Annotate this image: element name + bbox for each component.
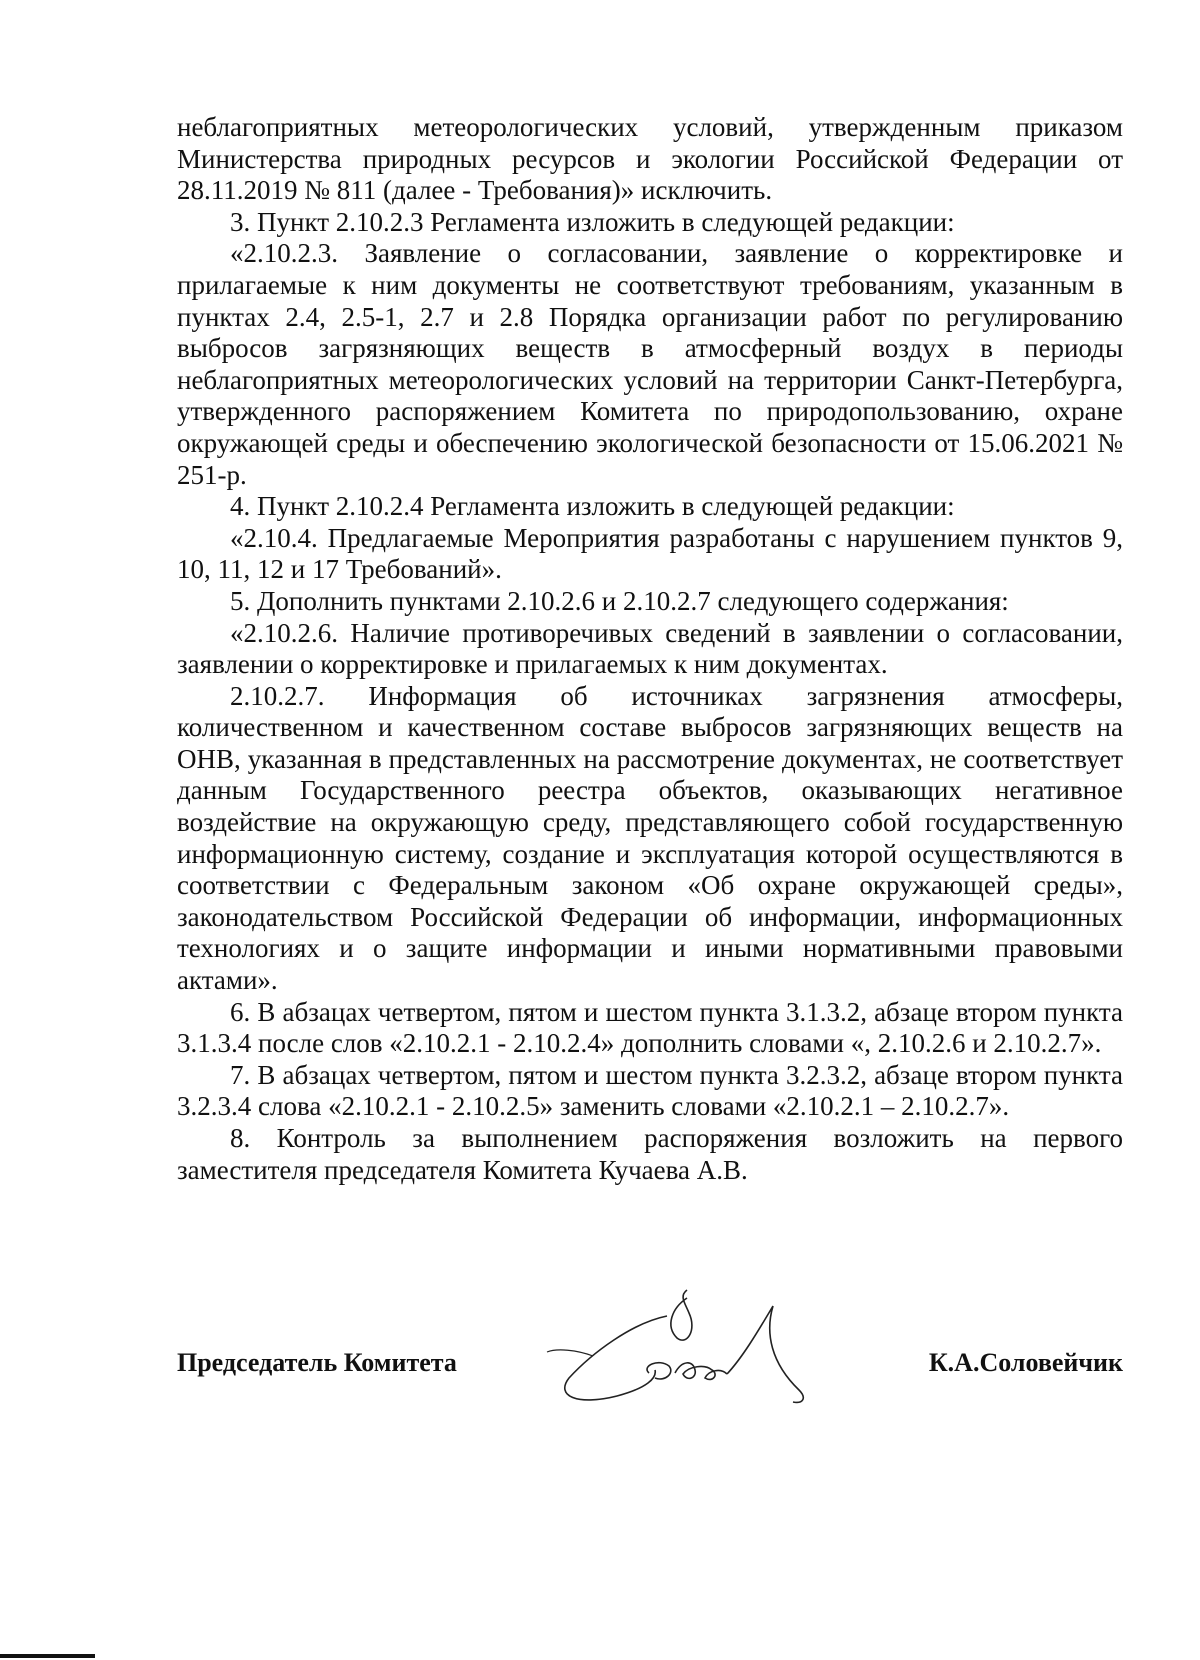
signature-block bbox=[177, 1320, 1123, 1460]
paragraph-2-10-2-7: 2.10.2.7. Информация об источниках загрязнения атмосферы, количественном и качественном составе выбросов загрязняющих веществ на ОНВ, указанная в представленных на рассмотрение документах, не соответствует данным Государственного реестра объектов, оказывающих негативное воздействие на окружающую среду, представляющего собой государственную информационную систему, создание и эксплуатация которой осуществляются в соответствии с Федеральным законом «Об охране окружающей среды», законодательством Российской Федерации об информации, информационных технологиях и о защите информации и иными нормативными правовыми актами». bbox=[177, 680, 1123, 996]
paragraph-item-8: 8. Контроль за выполнением распоряжения возложить на первого заместителя председателя Комитета Кучаева А.В. bbox=[177, 1123, 1123, 1185]
paragraph-2-10-2-3: «2.10.2.3. Заявление о согласовании, заявление о корректировке и прилагаемые к ним документы не соответствуют требованиям, указанным в пунктах 2.4, 2.5-1, 2.7 и 2.8 Порядка организации работ по регулированию выбросов загрязняющих веществ в атмосферный воздух в периоды неблагоприятных метеорологических условий на территории Санкт-Петербурга, утвержденного распоряжением Комитета по природопользованию, охране окружающей среды и обеспечению экологической безопасности от 15.06.2021 № 251-р. bbox=[177, 238, 1123, 490]
paragraph-item-5: 5. Дополнить пунктами 2.10.2.6 и 2.10.2.7 следующего содержания: bbox=[230, 585, 1009, 616]
paragraph-item-3: 3. Пункт 2.10.2.3 Регламента изложить в следующей редакции: bbox=[230, 206, 955, 237]
paragraph-2-10-2-6: «2.10.2.6. Наличие противоречивых сведений в заявлении о согласовании, заявлении о корректировке и прилагаемых к ним документах. bbox=[177, 617, 1123, 680]
scan-edge-mark bbox=[0, 1654, 95, 1658]
handwritten-signature bbox=[537, 1278, 837, 1428]
signatory-name: К.А.Соловейчик bbox=[928, 1348, 1123, 1377]
paragraph-item-6: 6. В абзацах четвертом, пятом и шестом пункта 3.1.3.2, абзаце втором пункта 3.1.3.4 после слов «2.10.2.1 - 2.10.2.4» дополнить словами «, 2.10.2.6 и 2.10.2.7». bbox=[177, 996, 1123, 1059]
paragraph-2-10-4: «2.10.4. Предлагаемые Мероприятия разработаны с нарушением пунктов 9, 10, 11, 12 и 17 Требований». bbox=[177, 522, 1123, 585]
paragraph-requirements-end: неблагоприятных метеорологических условий, утвержденным приказом Министерства природных ресурсов и экологии Российской Федерации от 28.11.2019 № 811 (далее - Требования)» исключить. bbox=[177, 112, 1123, 206]
paragraph-item-7: 7. В абзацах четвертом, пятом и шестом пункта 3.2.3.2, абзаце втором пункта 3.2.3.4 слова «2.10.2.1 - 2.10.2.5» заменить словами «2.10.2.1 – 2.10.2.7». bbox=[177, 1059, 1123, 1122]
signatory-title: Председатель Комитета bbox=[177, 1348, 457, 1377]
paragraph-item-4: 4. Пункт 2.10.2.4 Регламента изложить в следующей редакции: bbox=[230, 491, 955, 522]
document-body bbox=[177, 112, 1123, 1186]
